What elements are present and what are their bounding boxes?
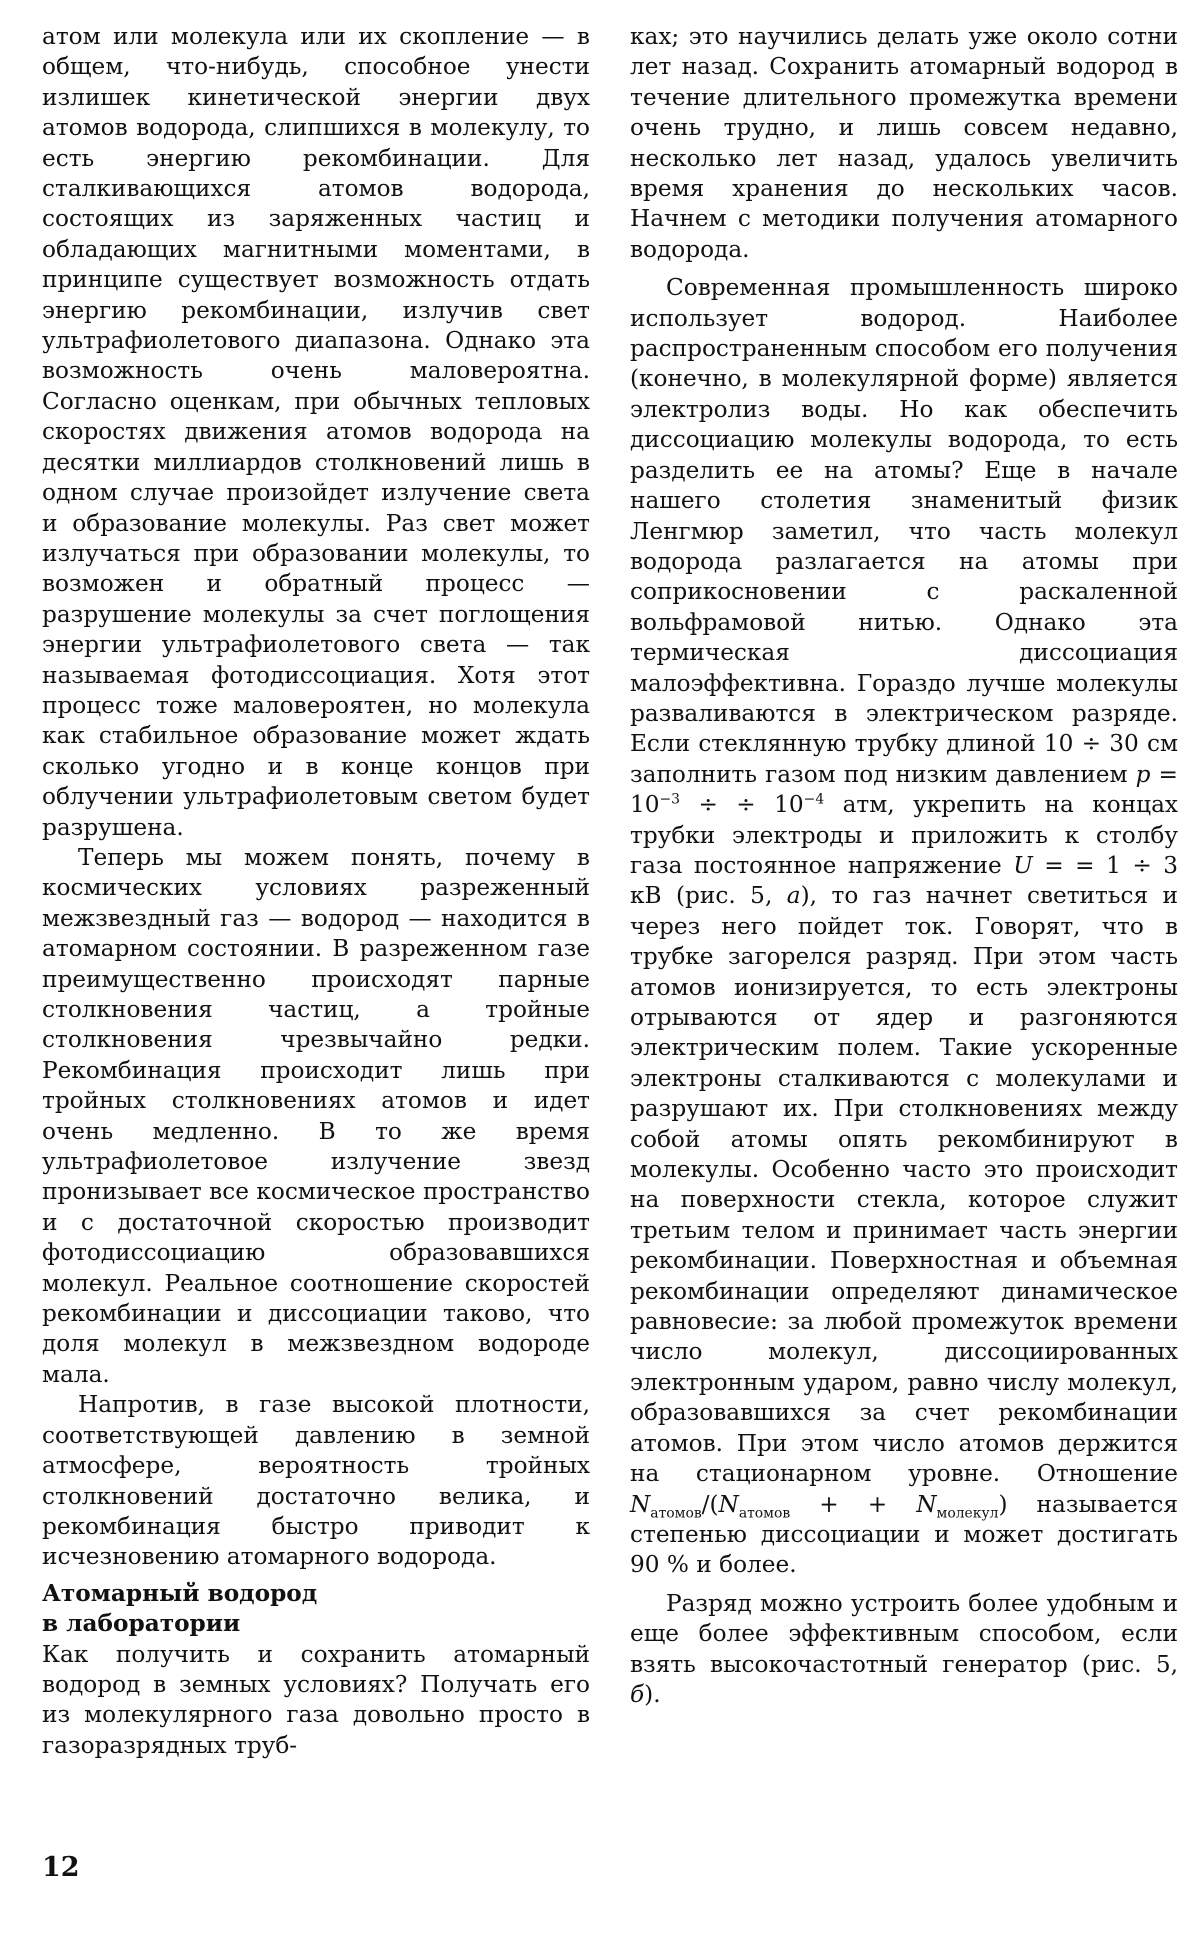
subscript-molecules: молекул <box>936 1505 999 1522</box>
paragraph-text: ), то газ начнет светиться и через него пойдет ток. Говорят, что в трубке загорелся разряд. При этом часть атомов ионизируется, то есть электроны отрываются от ядер и разгоняются электрическим полем. Такие ускоренные электроны сталкиваются с молекулами и разрушают их. При столкновениях между собой атомы опять рекомбинируют в молекулы. Особенно часто это происходит на поверхности стекла, которое служит третьим телом и принимает часть энергии рекомбинации. Поверхностная и объемная рекомбинации определяют динамическое равновесие: за любой промежуток времени число молекул, диссоциированных электронным ударом, равно числу молекул, образовавшихся за счет рекомбинации атомов. При этом число атомов держится на стационарном уровне. Отношение <box>630 882 1179 1488</box>
left-paragraph-3: Напротив, в газе высокой плотности, соответствующей давлению в земной атмосфере, вероятность тройных столкновений достаточно велика, и рекомбинация быстро приводит к исчезновению атомарного водорода. <box>42 1391 590 1571</box>
pressure-symbol: p <box>1135 760 1151 788</box>
left-column <box>42 22 590 1761</box>
section-heading-line-2: в лаборатории <box>42 1610 241 1638</box>
pressure-equals: = 10 <box>630 760 1178 819</box>
ratio-plus: + + <box>790 1490 917 1518</box>
subscript-atoms: атомов <box>738 1505 791 1522</box>
paragraph-text: атм, укрепить на концах трубки электроды и приложить к столбу газа постоянное напряжение <box>630 791 1178 879</box>
right-paragraph-1: ках; это научились делать уже около сотни лет назад. Сохранить атомарный водород в течение длительного промежутка времени очень трудно, и лишь совсем недавно, несколько лет назад, удалось увеличить время хранения до нескольких часов. Начнем с методики получения атомарного водорода. <box>630 23 1178 263</box>
section-heading-line-1: Атомарный водород <box>42 1579 318 1607</box>
section-heading <box>42 1579 590 1640</box>
subscript-atoms: атомов <box>650 1505 702 1522</box>
left-paragraph-2: Теперь мы можем понять, почему в космических условиях разреженный межзвездный газ — водород — находится в атомарном состоянии. В разреженном газе преимущественно происходят парные столкновения частиц, а тройные столкновения чрезвычайно редки. Рекомбинация происходит лишь при тройных столкновениях атомов и идет очень медленно. В то же время ультрафиолетовое излучение звезд пронизывает все космическое пространство и с достаточной скоростью производит фотодиссоциацию образовавшихся молекул. Реальное соотношение скоростей рекомбинации и диссоциации таково, что доля молекул в межзвездном водороде мала. <box>42 843 590 1388</box>
figure-ref-a: а <box>786 882 801 910</box>
pressure-range: ÷ ÷ 10 <box>680 791 804 819</box>
voltage-symbol: U <box>1013 851 1033 879</box>
paragraph-text: ) называется степенью диссоциации и может достигать 90 % и более. <box>630 1490 1178 1579</box>
left-paragraph-1: атом или молекула или их скопление — в общем, что-нибудь, способное унести излишек кинетической энергии двух атомов водорода, слипшихся в молекулу, то есть энергию рекомбинации. Для сталкивающихся атомов водорода, состоящих из заряженных частиц и обладающих магнитными моментами, в принципе существует возможность отдать энергию рекомбинации, излучив свет ультрафиолетового диапазона. Однако эта возможность очень маловероятна. Согласно оценкам, при обычных тепловых скоростях движения атомов водорода на десятки миллиардов столкновений лишь в одном случае произойдет излучение света и образование молекулы. Раз свет может излучаться при образовании молекулы, то возможен и обратный процесс — разрушение молекулы за счет поглощения энергии ультрафиолетового света — так называемая фотодиссоциация. Хотя этот процесс тоже маловероятен, но молекула как стабильное образование может ждать сколько угодно и в конце концов при облучении ультрафиолетовым светом будет разрушена. <box>42 23 590 841</box>
exponent-minus-4: −4 <box>803 791 825 808</box>
n-atoms-symbol: N <box>630 1490 651 1518</box>
right-paragraph-3 <box>630 1589 1178 1711</box>
paragraph-text: ). <box>644 1680 661 1708</box>
paragraph-text: Современная промышленность широко использует водород. Наиболее распространенным способом его получения (конечно, в молекулярной форме) является электролиз воды. Но как обеспечить диссоциацию молекулы водорода, то есть разделить ее на атомы? Еще в начале нашего столетия знаменитый физик Ленгмюр заметил, что часть молекул водорода разлагается на атомы при соприкосновении с раскаленной вольфрамовой нитью. Однако эта термическая диссоциация малоэффективна. Гораздо лучше молекулы разваливаются в электрическом разряде. Если стеклянную трубку длиной 10 ÷ 30 см заполнить газом под низким давлением <box>630 274 1178 788</box>
exponent-minus-3: −3 <box>659 791 681 808</box>
figure-ref-b: б <box>630 1680 645 1708</box>
page-number: 12 <box>42 1852 80 1883</box>
paragraph-text: Разряд можно устроить более удобным и еще более эффективным способом, если взять высокочастотный генератор (рис. 5, <box>630 1589 1178 1678</box>
right-column <box>630 22 1178 1710</box>
n-atoms-symbol: N <box>718 1490 739 1518</box>
n-molecules-symbol: N <box>916 1490 937 1518</box>
voltage-value: = = 1 ÷ 3 кВ (рис. 5, <box>630 851 1178 910</box>
ratio-slash: /( <box>701 1490 719 1518</box>
left-paragraph-4: Как получить и сохранить атомарный водород в земных условиях? Получать его из молекулярного газа довольно просто в газоразрядных труб- <box>42 1640 590 1759</box>
right-paragraph-2 <box>630 273 1178 1580</box>
